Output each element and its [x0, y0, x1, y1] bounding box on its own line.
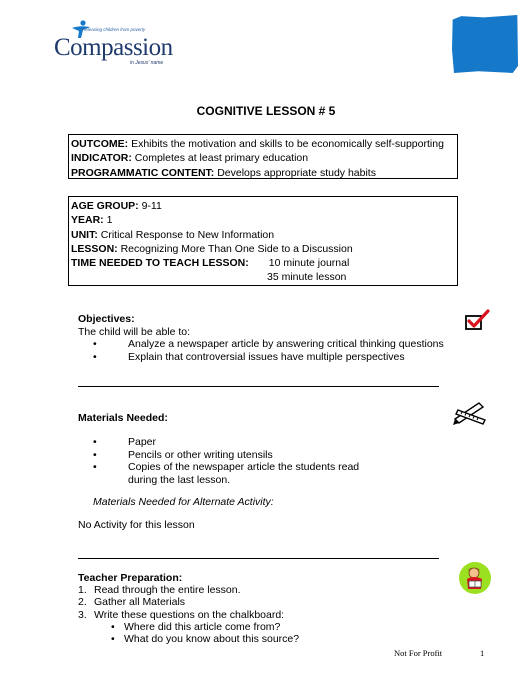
blue-decoration	[452, 15, 518, 73]
divider	[78, 386, 439, 387]
lesson-label: LESSON:	[71, 242, 118, 255]
indicator-row	[71, 151, 455, 165]
materials-section	[78, 412, 438, 532]
step-number: 1.	[78, 584, 87, 596]
divider	[78, 558, 439, 559]
year-text: 1	[103, 214, 113, 227]
objectives-heading: Objectives:	[78, 313, 135, 325]
time-row	[71, 256, 455, 270]
time-lesson: 35 minute lesson	[267, 271, 347, 284]
alternate-materials-heading: Materials Needed for Alternate Activity:	[93, 496, 274, 508]
list-item: • Paper	[78, 436, 438, 449]
preparation-steps	[78, 584, 448, 621]
programmatic-content-row	[71, 166, 455, 180]
list-item: • Analyze a newspaper article by answering critical thinking questions	[78, 338, 448, 351]
materials-list	[78, 436, 438, 486]
age-group-text: 9-11	[138, 200, 162, 212]
age-group-label: AGE GROUP:	[71, 200, 139, 212]
list-item	[78, 609, 448, 621]
programmatic-content-label: PROGRAMMATIC CONTENT:	[71, 166, 215, 179]
chalkboard-questions	[78, 621, 448, 646]
time-row-2	[71, 270, 455, 284]
list-item: • Where did this article come from?	[78, 621, 448, 633]
alternate-activity-text: No Activity for this lesson	[78, 519, 195, 531]
page-number: 1	[480, 648, 485, 658]
unit-row	[71, 228, 455, 242]
child-reading-icon	[458, 561, 492, 595]
list-item: • Explain that controversial issues have multiple perspectives	[78, 351, 448, 364]
outcome-label: OUTCOME:	[71, 138, 129, 150]
footer-label: Not For Profit	[394, 648, 443, 658]
materials-heading: Materials Needed:	[78, 412, 168, 424]
time-label: TIME NEEDED TO TEACH LESSON:	[71, 257, 249, 270]
step-number: 3.	[78, 608, 87, 621]
unit-label: UNIT:	[71, 228, 98, 241]
step-text: Gather all Materials	[94, 596, 186, 609]
logo-tagline: Releasing children from poverty	[82, 27, 146, 32]
teacher-preparation-section	[78, 572, 448, 645]
year-label: YEAR:	[71, 214, 104, 227]
objectives-section	[78, 313, 448, 364]
list-item: • Copies of the newspaper article the students read during the last lesson.	[78, 461, 388, 486]
indicator-label: INDICATOR:	[71, 152, 132, 165]
objectives-list	[78, 338, 448, 364]
list-item	[78, 584, 448, 596]
time-journal: 10 minute journal	[268, 257, 350, 270]
programmatic-content-text: Develops appropriate study habits	[214, 166, 376, 179]
step-text: Write these questions on the chalkboard:	[94, 608, 285, 621]
unit-text: Critical Response to New Information	[97, 228, 275, 241]
objectives-intro: The child will be able to:	[78, 326, 191, 338]
step-text: Read through the entire lesson.	[94, 584, 241, 596]
logo-name: Compassion	[54, 34, 173, 61]
lesson-row	[71, 242, 455, 256]
page-title: COGNITIVE LESSON # 5	[196, 104, 336, 118]
outcome-row	[71, 137, 455, 151]
checkbox-check-icon	[464, 309, 490, 333]
list-item: • Pencils or other writing utensils	[78, 449, 438, 462]
lesson-info-box	[68, 196, 458, 286]
age-group-row	[71, 199, 455, 213]
outcome-box	[68, 134, 458, 179]
outcome-text: Exhibits the motivation and skills to be economically self-supporting	[128, 138, 444, 150]
logo-subtitle: in Jesus' name	[130, 60, 164, 66]
compassion-logo	[52, 20, 172, 68]
list-item: • What do you know about this source?	[78, 633, 448, 645]
year-row	[71, 213, 455, 227]
step-number: 2.	[78, 596, 87, 609]
indicator-text: Completes at least primary education	[131, 152, 309, 165]
pencil-ruler-icon	[452, 400, 488, 426]
teacher-preparation-heading: Teacher Preparation:	[78, 572, 183, 584]
lesson-text: Recognizing More Than One Side to a Discussion	[117, 242, 353, 255]
list-item	[78, 596, 448, 608]
